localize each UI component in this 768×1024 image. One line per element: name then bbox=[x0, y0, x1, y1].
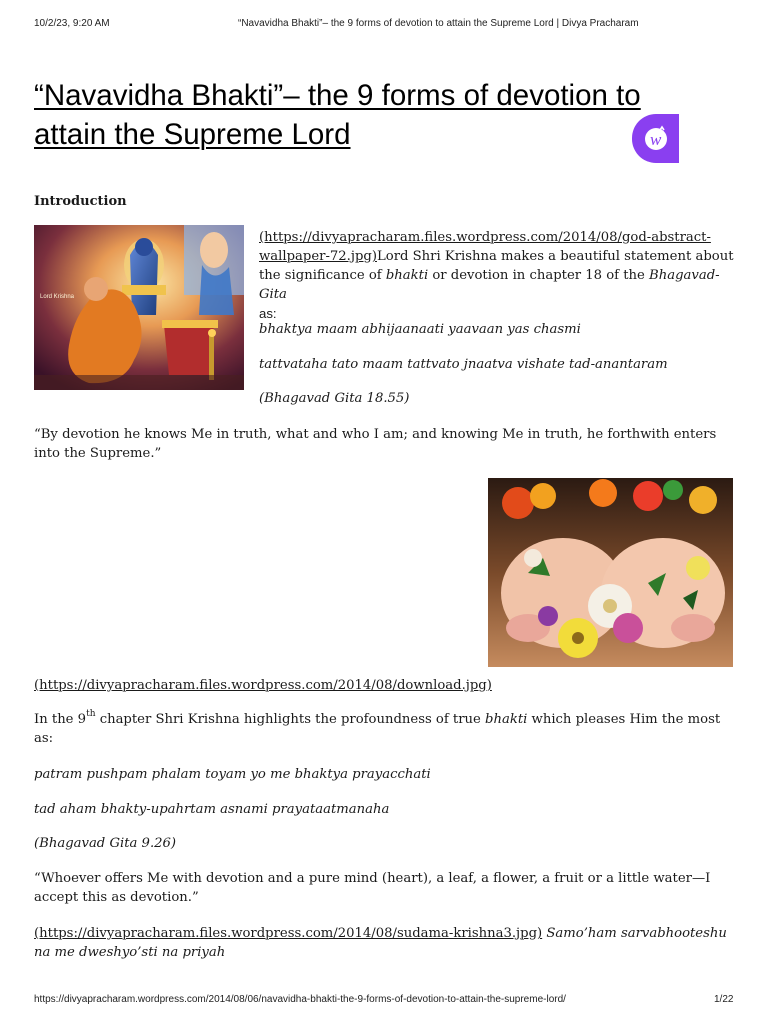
print-page-number: 1/22 bbox=[714, 994, 734, 1005]
link-sudama-krishna[interactable]: (https://divyapracharam.files.wordpress.com/2014/08/sudama-krishna3.jpg) bbox=[34, 926, 543, 941]
paragraph-sudama-krishna: (https://divyapracharam.files.wordpress.com/2014/08/sudama-krishna3.jpg) Samo’ham sarvabhooteshu na me dweshyo’sti na priyah bbox=[34, 926, 727, 960]
print-page-title: “Navavidha Bhakti”– the 9 forms of devotion to attain the Supreme Lord | Divya Pracharam bbox=[238, 18, 639, 29]
svg-text:w: w bbox=[649, 129, 661, 149]
verse-2-line-1: patram pushpam phalam toyam yo me bhaktya prayacchati bbox=[34, 767, 431, 782]
translation-2: “Whoever offers Me with devotion and a pure mind (heart), a leaf, a flower, a fruit or a little water—I accept this as devotion.” bbox=[34, 871, 711, 905]
print-datetime: 10/2/23, 9:20 AM bbox=[34, 18, 110, 29]
editor-badge[interactable] bbox=[632, 114, 679, 163]
article-title[interactable]: “Navavidha Bhakti”– the 9 forms of devotion to attain the Supreme Lord bbox=[34, 79, 641, 151]
lord-krishna-image[interactable] bbox=[34, 225, 244, 390]
image-caption-lord-krishna: Lord Krishna bbox=[40, 294, 75, 300]
editor-logo-icon bbox=[642, 125, 670, 153]
as-label: as: bbox=[259, 306, 277, 321]
verse-1-line-1: bhaktya maam abhijaanaati yaavaan yas chasmi bbox=[259, 322, 581, 337]
verse-1-reference: (Bhagavad Gita 18.55) bbox=[259, 391, 410, 406]
flower-offering-image[interactable] bbox=[488, 478, 733, 667]
print-footer-url: https://divyapracharam.wordpress.com/2014/08/06/navavidha-bhakti-the-9-forms-of-devotion-to-attain-the-supreme-lord/ bbox=[34, 994, 566, 1005]
paragraph-chapter-9: In the 9th chapter Shri Krishna highlights the profoundness of true bhakti which pleases Him the most as: bbox=[34, 709, 721, 746]
verse-2-line-2: tad aham bhakty-upahrtam asnami prayataatmanaha bbox=[34, 802, 390, 817]
section-heading-introduction: Introduction bbox=[34, 194, 127, 209]
intro-paragraph: (https://divyapracharam.files.wordpress.com/2014/08/god-abstract-wallpaper-72.jpg)Lord Shri Krishna makes a beautiful statement about the significance of bhakti or devotion in chapter 18 of the Bhagavad-Gita as: bbox=[259, 230, 734, 321]
link-god-abstract-wallpaper[interactable]: (https://divyapracharam.files.wordpress.com/2014/08/god-abstract-wallpaper-72.jpg) bbox=[259, 230, 711, 264]
verse-1-line-2: tattvataha tato maam tattvato jnaatva vishate tad-anantaram bbox=[259, 357, 668, 372]
translation-1: “By devotion he knows Me in truth, what and who I am; and knowing Me in truth, he forthwith enters into the Supreme.” bbox=[34, 427, 717, 461]
verse-2-reference: (Bhagavad Gita 9.26) bbox=[34, 836, 177, 851]
link-download-jpg[interactable]: (https://divyapracharam.files.wordpress.com/2014/08/download.jpg) bbox=[34, 678, 492, 693]
